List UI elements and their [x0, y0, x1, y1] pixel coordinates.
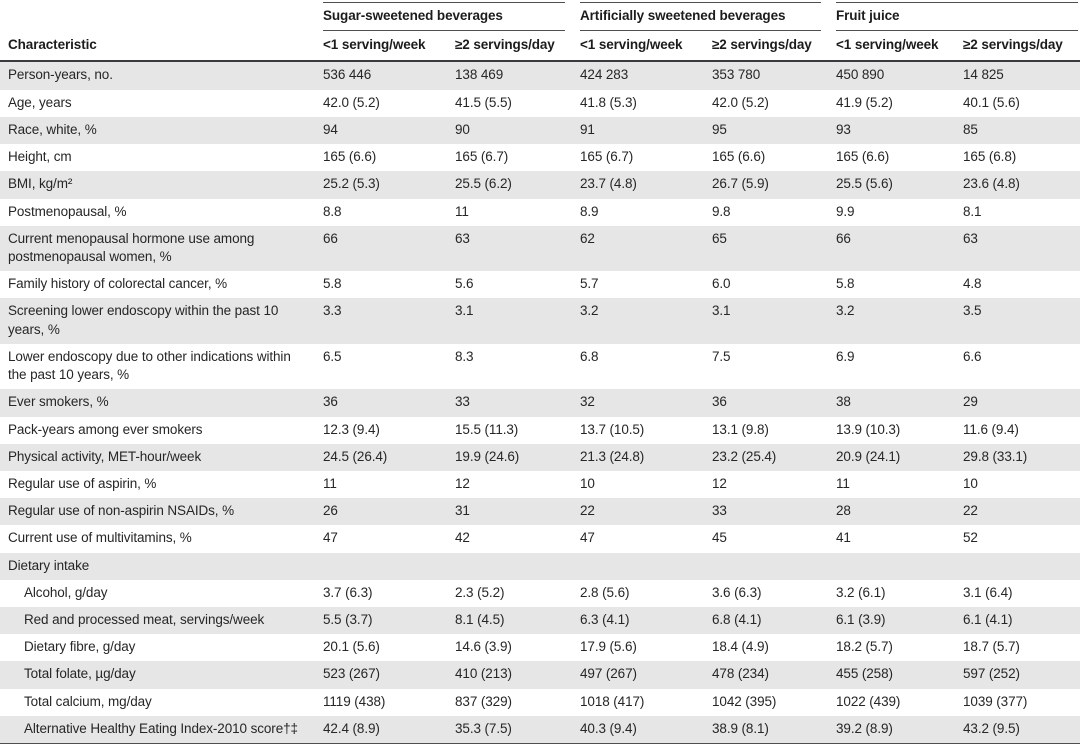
- table-row: [0, 498, 1080, 525]
- data-cell: 8.1 (4.5): [455, 607, 580, 634]
- data-cell: 10: [963, 475, 978, 491]
- data-cell: 29: [963, 389, 1080, 416]
- data-cell: 3.2: [580, 298, 712, 343]
- data-cell: 11: [455, 203, 469, 219]
- table-row: [0, 271, 1080, 298]
- data-cell: 14.6 (3.9): [455, 639, 512, 655]
- table-row: [0, 389, 1080, 416]
- data-cell: 19.9 (24.6): [455, 444, 580, 471]
- data-cell: 3.1: [712, 298, 836, 343]
- row-label: Red and processed meat, servings/week: [0, 607, 323, 634]
- table-row: [0, 444, 1080, 471]
- group-header-label: Fruit juice: [836, 2, 1078, 31]
- data-cell: 12: [455, 475, 470, 491]
- data-cell: 65: [712, 226, 836, 271]
- data-cell: 353 780: [712, 61, 836, 89]
- data-cell: 1022 (439): [836, 693, 901, 709]
- group-header: [580, 0, 836, 31]
- row-label: Ever smokers, %: [0, 389, 323, 416]
- data-cell: 9.8: [712, 203, 731, 219]
- data-cell: [836, 553, 963, 580]
- row-label: Pack-years among ever smokers: [8, 421, 203, 437]
- data-cell: 42: [455, 530, 470, 546]
- table-row: [0, 298, 1080, 343]
- table-row: [0, 171, 1080, 198]
- data-cell: 2.3 (5.2): [455, 584, 505, 600]
- data-cell: 40.1 (5.6): [963, 94, 1020, 110]
- data-cell: 455 (258): [836, 661, 963, 688]
- data-cell: [963, 553, 1080, 580]
- table-row: [0, 634, 1080, 661]
- data-cell: 1018 (417): [580, 693, 645, 709]
- data-cell: 3.2: [836, 298, 963, 343]
- data-cell: 36: [712, 389, 836, 416]
- data-cell: 42.0 (5.2): [712, 94, 769, 110]
- group-header-row: [0, 0, 1080, 31]
- data-cell: 18.7 (5.7): [963, 639, 1020, 655]
- data-cell: 47: [580, 530, 595, 546]
- row-label: BMI, kg/m²: [0, 171, 323, 198]
- data-cell: 5.8: [323, 276, 342, 292]
- column-subheader: ≥2 servings/day: [712, 31, 836, 61]
- data-cell: 25.5 (6.2): [455, 171, 580, 198]
- data-cell: 94: [323, 117, 455, 144]
- data-cell: 14 825: [963, 61, 1080, 89]
- data-cell: 26: [323, 498, 455, 525]
- data-cell: 165 (6.7): [580, 149, 634, 165]
- table-row: [0, 61, 1080, 89]
- data-cell: 40.3 (9.4): [580, 716, 712, 744]
- row-label: Person-years, no.: [0, 61, 323, 89]
- data-cell: 13.7 (10.5): [580, 421, 645, 437]
- data-cell: 13.9 (10.3): [836, 421, 901, 437]
- row-label: Physical activity, MET-hour/week: [0, 444, 323, 471]
- table-row: [0, 144, 1080, 171]
- table-row: [0, 471, 1080, 498]
- data-cell: 6.3 (4.1): [580, 607, 712, 634]
- table-row: [0, 199, 1080, 226]
- table-row: [0, 117, 1080, 144]
- group-header-label: Artificially sweetened beverages: [580, 2, 821, 31]
- data-cell: 85: [963, 117, 1080, 144]
- data-cell: 4.8: [963, 276, 982, 292]
- data-cell: 23.2 (25.4): [712, 444, 836, 471]
- data-cell: 93: [836, 117, 963, 144]
- data-cell: 18.2 (5.7): [836, 639, 893, 655]
- data-cell: 6.8: [580, 348, 599, 364]
- data-cell: 24.5 (26.4): [323, 444, 455, 471]
- data-cell: 165 (6.6): [323, 149, 377, 165]
- data-cell: 1119 (438): [323, 693, 386, 709]
- group-header-label: Sugar-sweetened beverages: [323, 2, 565, 31]
- data-cell: 41.8 (5.3): [580, 94, 637, 110]
- data-cell: 3.1: [455, 298, 580, 343]
- data-cell: 3.7 (6.3): [323, 584, 373, 600]
- row-label: Lower endoscopy due to other indications within the past 10 years, %: [8, 348, 291, 383]
- data-cell: 165 (6.6): [836, 149, 890, 165]
- data-cell: 3.5: [963, 298, 1080, 343]
- data-cell: 62: [580, 226, 712, 271]
- row-label: Alternative Healthy Eating Index-2010 score†‡: [0, 716, 323, 744]
- data-cell: 3.3: [323, 298, 455, 343]
- row-label: Screening lower endoscopy within the past 10 years, %: [0, 298, 323, 343]
- data-cell: 63: [963, 226, 1080, 271]
- data-cell: 22: [963, 498, 1080, 525]
- data-cell: 90: [455, 117, 580, 144]
- data-cell: 42.0 (5.2): [323, 94, 380, 110]
- data-cell: 52: [963, 530, 978, 546]
- data-cell: 837 (329): [455, 693, 512, 709]
- table-body: [0, 61, 1080, 743]
- data-cell: 45: [712, 530, 727, 546]
- data-cell: 41.5 (5.5): [455, 94, 512, 110]
- data-cell: [455, 553, 580, 580]
- data-cell: 91: [580, 117, 712, 144]
- row-label: Total calcium, mg/day: [24, 693, 152, 709]
- data-cell: 26.7 (5.9): [712, 171, 836, 198]
- data-cell: 12.3 (9.4): [323, 421, 380, 437]
- data-cell: 5.8: [836, 276, 855, 292]
- data-cell: 20.1 (5.6): [323, 639, 380, 655]
- table-row: [0, 580, 1080, 607]
- row-label: Dietary intake: [0, 553, 323, 580]
- data-cell: 11.6 (9.4): [963, 421, 1019, 437]
- data-cell: 8.9: [580, 203, 599, 219]
- data-cell: 38: [836, 389, 963, 416]
- data-cell: 5.5 (3.7): [323, 607, 455, 634]
- table-row: [0, 716, 1080, 744]
- data-cell: 23.6 (4.8): [963, 171, 1080, 198]
- data-cell: 47: [323, 530, 338, 546]
- table-row: [0, 661, 1080, 688]
- row-label: Current menopausal hormone use among postmenopausal women, %: [0, 226, 323, 271]
- data-cell: 6.6: [963, 348, 982, 364]
- data-cell: 478 (234): [712, 661, 836, 688]
- group-header: [323, 0, 580, 31]
- column-subheader: ≥2 servings/day: [455, 31, 580, 61]
- data-cell: 597 (252): [963, 661, 1080, 688]
- data-cell: 450 890: [836, 61, 963, 89]
- table-row: [0, 90, 1080, 117]
- column-subheader: <1 serving/week: [836, 31, 963, 61]
- table-row: [0, 553, 1080, 580]
- data-cell: 497 (267): [580, 661, 712, 688]
- data-cell: 22: [580, 498, 712, 525]
- data-cell: 11: [836, 475, 850, 491]
- data-cell: 165 (6.8): [963, 149, 1017, 165]
- data-cell: 43.2 (9.5): [963, 716, 1080, 744]
- data-cell: 28: [836, 498, 963, 525]
- data-cell: 25.5 (5.6): [836, 171, 963, 198]
- data-cell: 38.9 (8.1): [712, 716, 836, 744]
- column-subheader: <1 serving/week: [323, 31, 455, 61]
- data-cell: [580, 553, 712, 580]
- table-row: [0, 417, 1080, 444]
- row-label: Current use of multivitamins, %: [8, 530, 192, 546]
- data-cell: 36: [323, 389, 455, 416]
- data-cell: 3.1 (6.4): [963, 584, 1013, 600]
- data-cell: 6.1 (3.9): [836, 607, 963, 634]
- data-cell: 18.4 (4.9): [712, 639, 769, 655]
- data-cell: 5.6: [455, 276, 474, 292]
- row-label: Postmenopausal, %: [8, 203, 127, 219]
- corner-cell: [0, 0, 323, 31]
- row-label: Dietary fibre, g/day: [24, 639, 136, 655]
- column-subheader: ≥2 servings/day: [963, 31, 1080, 61]
- row-label: Regular use of non-aspirin NSAIDs, %: [0, 498, 323, 525]
- data-cell: 17.9 (5.6): [580, 639, 637, 655]
- data-cell: 95: [712, 117, 836, 144]
- data-cell: 15.5 (11.3): [455, 421, 519, 437]
- data-cell: 66: [836, 226, 963, 271]
- data-cell: 31: [455, 498, 580, 525]
- group-header: [836, 0, 1080, 31]
- data-cell: 66: [323, 226, 455, 271]
- data-cell: 3.6 (6.3): [712, 584, 762, 600]
- row-label: Age, years: [8, 94, 72, 110]
- data-cell: 33: [712, 498, 836, 525]
- data-cell: 536 446: [323, 61, 455, 89]
- table-row: [0, 607, 1080, 634]
- data-cell: 6.8 (4.1): [712, 607, 836, 634]
- data-cell: 6.9: [836, 348, 855, 364]
- data-cell: 20.9 (24.1): [836, 444, 963, 471]
- row-label: Race, white, %: [0, 117, 323, 144]
- data-cell: 35.3 (7.5): [455, 716, 580, 744]
- data-cell: 3.2 (6.1): [836, 584, 886, 600]
- data-cell: 39.2 (8.9): [836, 716, 963, 744]
- data-cell: 25.2 (5.3): [323, 171, 455, 198]
- table-row: [0, 344, 1080, 389]
- row-label: Alcohol, g/day: [24, 584, 108, 600]
- data-cell: 1042 (395): [712, 693, 777, 709]
- data-cell: 8.1: [963, 203, 982, 219]
- data-cell: 41.9 (5.2): [836, 94, 893, 110]
- data-cell: 23.7 (4.8): [580, 171, 712, 198]
- table-row: [0, 525, 1080, 552]
- row-label: Height, cm: [8, 149, 72, 165]
- data-cell: 12: [712, 475, 727, 491]
- data-cell: 138 469: [455, 61, 580, 89]
- row-label: Regular use of aspirin, %: [8, 475, 157, 491]
- data-cell: [712, 553, 836, 580]
- data-cell: 8.3: [455, 348, 474, 364]
- data-cell: 11: [323, 475, 337, 491]
- data-cell: 63: [455, 226, 580, 271]
- data-cell: 410 (213): [455, 661, 580, 688]
- table-row: [0, 226, 1080, 271]
- data-cell: 7.5: [712, 348, 731, 364]
- data-cell: 5.7: [580, 276, 599, 292]
- data-cell: 8.8: [323, 203, 342, 219]
- data-cell: 32: [580, 389, 712, 416]
- table-row: [0, 689, 1080, 716]
- data-cell: 10: [580, 475, 595, 491]
- data-cell: 6.5: [323, 348, 342, 364]
- data-cell: 165 (6.7): [455, 149, 509, 165]
- data-cell: 9.9: [836, 203, 855, 219]
- data-cell: 21.3 (24.8): [580, 444, 712, 471]
- data-cell: 424 283: [580, 61, 712, 89]
- data-cell: [323, 553, 455, 580]
- data-cell: 42.4 (8.9): [323, 716, 455, 744]
- data-cell: 41: [836, 530, 851, 546]
- data-cell: 2.8 (5.6): [580, 584, 630, 600]
- characteristic-header: Characteristic: [0, 31, 323, 61]
- data-cell: 6.1 (4.1): [963, 607, 1080, 634]
- data-cell: 29.8 (33.1): [963, 444, 1080, 471]
- data-cell: 165 (6.6): [712, 149, 766, 165]
- data-cell: 1039 (377): [963, 693, 1028, 709]
- row-label: Family history of colorectal cancer, %: [8, 276, 228, 292]
- column-subheader: <1 serving/week: [580, 31, 712, 61]
- subheader-row: [0, 31, 1080, 61]
- row-label: Total folate, µg/day: [0, 661, 323, 688]
- data-cell: 523 (267): [323, 661, 455, 688]
- table-header: [0, 0, 1080, 61]
- data-cell: 6.0: [712, 276, 731, 292]
- data-cell: 13.1 (9.8): [712, 421, 769, 437]
- data-cell: 33: [455, 389, 580, 416]
